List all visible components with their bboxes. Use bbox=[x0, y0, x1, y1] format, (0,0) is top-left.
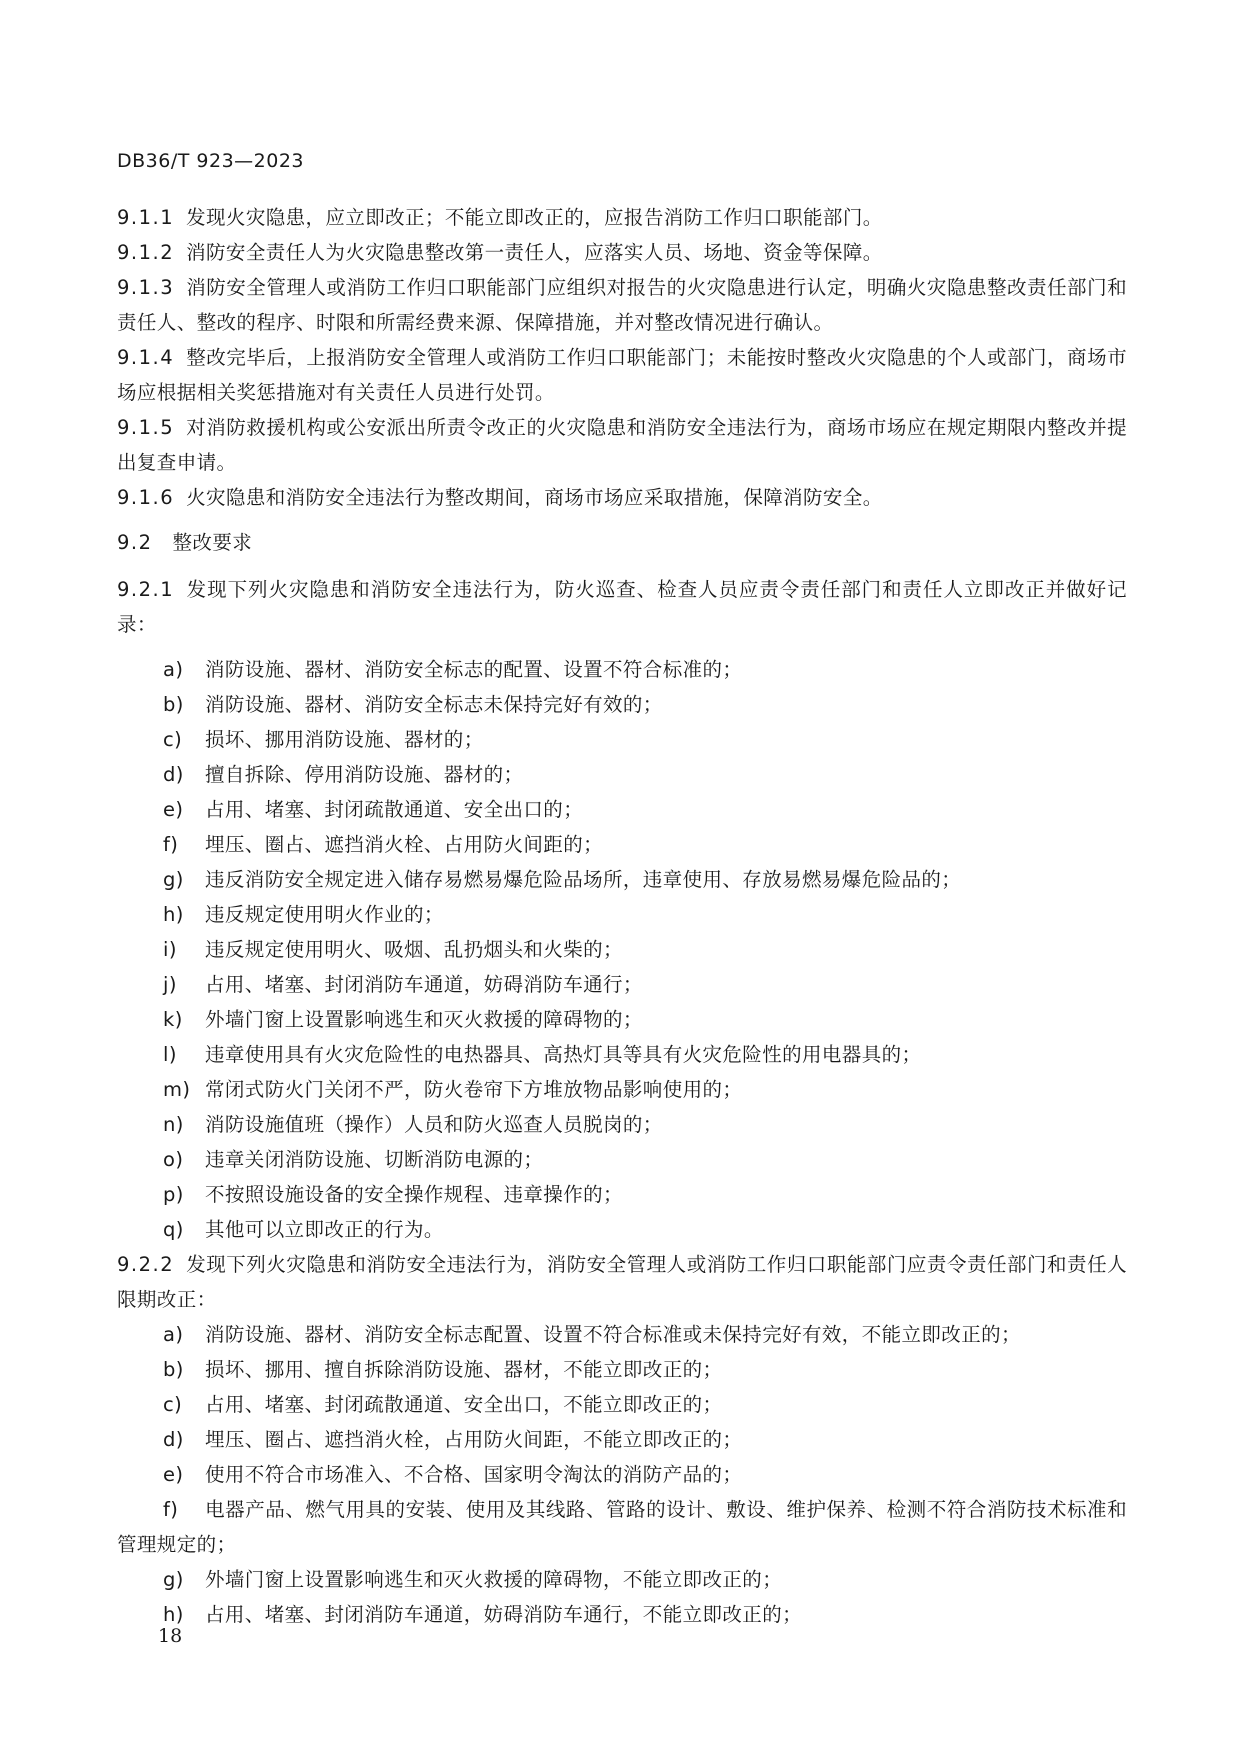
list-item bbox=[117, 932, 1127, 967]
item-text: 消防设施值班（操作）人员和防火巡查人员脱岗的； bbox=[205, 1113, 663, 1136]
list-item bbox=[117, 722, 1127, 757]
item-text: 电器产品、燃气用具的安装、使用及其线路、管路的设计、敷设、维护保养、检测不符合消防技术标准和管理规定的； bbox=[117, 1498, 1127, 1556]
item-label: k) bbox=[163, 1008, 183, 1031]
item-text: 使用不符合市场准入、不合格、国家明令淘汰的消防产品的； bbox=[205, 1463, 743, 1486]
list-item bbox=[117, 1352, 1127, 1387]
clause-number: 9.2.1 bbox=[117, 578, 175, 601]
list-item bbox=[117, 652, 1127, 687]
list-item bbox=[117, 1177, 1127, 1212]
item-text: 损坏、挪用、擅自拆除消防设施、器材，不能立即改正的； bbox=[205, 1358, 723, 1381]
item-label: o) bbox=[163, 1148, 184, 1171]
item-label: d) bbox=[163, 1428, 184, 1451]
list-item bbox=[117, 1002, 1127, 1037]
item-text: 消防设施、器材、消防安全标志配置、设置不符合标准或未保持完好有效，不能立即改正的； bbox=[205, 1323, 1021, 1346]
list-item bbox=[117, 1387, 1127, 1422]
item-label: g) bbox=[163, 868, 184, 891]
list-item bbox=[117, 1457, 1127, 1492]
list-9-2-1 bbox=[117, 652, 1127, 1247]
item-label: i) bbox=[163, 938, 177, 961]
list-item bbox=[117, 897, 1127, 932]
item-text: 占用、堵塞、封闭消防车通道，妨碍消防车通行，不能立即改正的； bbox=[205, 1603, 803, 1626]
page-number: 18 bbox=[158, 1625, 183, 1647]
item-label: f) bbox=[163, 833, 179, 856]
clause-9-1-2 bbox=[117, 235, 1127, 270]
item-text: 不按照设施设备的安全操作规程、违章操作的； bbox=[205, 1183, 623, 1206]
section-heading-9-2 bbox=[117, 525, 1127, 560]
item-label: b) bbox=[163, 1358, 184, 1381]
item-label: e) bbox=[163, 1463, 184, 1486]
section-title: 整改要求 bbox=[172, 531, 253, 554]
list-item bbox=[117, 792, 1127, 827]
list-9-2-2 bbox=[117, 1317, 1127, 1632]
spacer bbox=[117, 642, 1127, 652]
item-label: h) bbox=[163, 1603, 184, 1626]
list-item bbox=[117, 1317, 1127, 1352]
item-label: a) bbox=[163, 658, 184, 681]
clause-text: 发现下列火灾隐患和消防安全违法行为，消防安全管理人或消防工作归口职能部门应责令责任部门和责任人限期改正： bbox=[117, 1253, 1127, 1311]
item-label: c) bbox=[163, 1393, 183, 1416]
clause-text: 整改完毕后，上报消防安全管理人或消防工作归口职能部门；未能按时整改火灾隐患的个人或部门，商场市场应根据相关奖惩措施对有关责任人员进行处罚。 bbox=[117, 346, 1127, 404]
clause-number: 9.1.5 bbox=[117, 416, 175, 439]
item-label: c) bbox=[163, 728, 183, 751]
item-text: 损坏、挪用消防设施、器材的； bbox=[205, 728, 484, 751]
item-label: d) bbox=[163, 763, 184, 786]
item-label: m) bbox=[163, 1078, 191, 1101]
list-item bbox=[117, 827, 1127, 862]
item-text: 擅自拆除、停用消防设施、器材的； bbox=[205, 763, 524, 786]
clause-text: 消防安全管理人或消防工作归口职能部门应组织对报告的火灾隐患进行认定，明确火灾隐患整改责任部门和责任人、整改的程序、时限和所需经费来源、保障措施，并对整改情况进行确认。 bbox=[117, 276, 1127, 334]
item-text: 占用、堵塞、封闭疏散通道、安全出口，不能立即改正的； bbox=[205, 1393, 723, 1416]
list-item bbox=[117, 967, 1127, 1002]
item-text: 违反规定使用明火、吸烟、乱扔烟头和火柴的； bbox=[205, 938, 623, 961]
item-label: b) bbox=[163, 693, 184, 716]
list-item bbox=[117, 687, 1127, 722]
item-label: l) bbox=[163, 1043, 177, 1066]
list-item bbox=[117, 1107, 1127, 1142]
list-item bbox=[117, 1072, 1127, 1107]
list-item bbox=[117, 1492, 1127, 1562]
clause-9-1-3 bbox=[117, 270, 1127, 340]
list-item bbox=[117, 1212, 1127, 1247]
list-item bbox=[117, 1037, 1127, 1072]
clause-number: 9.1.4 bbox=[117, 346, 175, 369]
item-text: 外墙门窗上设置影响逃生和灭火救援的障碍物，不能立即改正的； bbox=[205, 1568, 783, 1591]
clause-text: 发现下列火灾隐患和消防安全违法行为，防火巡查、检查人员应责令责任部门和责任人立即改正并做好记录： bbox=[117, 578, 1127, 636]
item-text: 埋压、圈占、遮挡消火栓、占用防火间距的； bbox=[205, 833, 604, 856]
item-text: 违章使用具有火灾危险性的电热器具、高热灯具等具有火灾危险性的用电器具的； bbox=[205, 1043, 922, 1066]
clause-9-1-6 bbox=[117, 480, 1127, 515]
clause-9-1-5 bbox=[117, 410, 1127, 480]
item-label: g) bbox=[163, 1568, 184, 1591]
list-item bbox=[117, 1597, 1127, 1632]
clause-text: 消防安全责任人为火灾隐患整改第一责任人，应落实人员、场地、资金等保障。 bbox=[186, 241, 883, 264]
clause-number: 9.1.3 bbox=[117, 276, 175, 299]
clause-number: 9.1.1 bbox=[117, 206, 175, 229]
clause-text: 火灾隐患和消防安全违法行为整改期间，商场市场应采取措施，保障消防安全。 bbox=[186, 486, 883, 509]
item-label: p) bbox=[163, 1183, 184, 1206]
item-label: h) bbox=[163, 903, 184, 926]
list-item bbox=[117, 1142, 1127, 1177]
item-label: e) bbox=[163, 798, 184, 821]
item-text: 占用、堵塞、封闭疏散通道、安全出口的； bbox=[205, 798, 584, 821]
clause-9-2-1 bbox=[117, 572, 1127, 642]
clause-number: 9.1.2 bbox=[117, 241, 175, 264]
item-text: 消防设施、器材、消防安全标志未保持完好有效的； bbox=[205, 693, 663, 716]
item-text: 违反规定使用明火作业的； bbox=[205, 903, 444, 926]
item-label: q) bbox=[163, 1218, 184, 1241]
item-label: n) bbox=[163, 1113, 184, 1136]
list-item bbox=[117, 757, 1127, 792]
item-label: j) bbox=[163, 973, 177, 996]
item-text: 常闭式防火门关闭不严，防火卷帘下方堆放物品影响使用的； bbox=[205, 1078, 743, 1101]
document-code: DB36/T 923—2023 bbox=[117, 150, 305, 172]
clause-number: 9.1.6 bbox=[117, 486, 175, 509]
clause-9-1-1 bbox=[117, 200, 1127, 235]
clause-number: 9.2.2 bbox=[117, 1253, 175, 1276]
list-item bbox=[117, 1562, 1127, 1597]
item-text: 其他可以立即改正的行为。 bbox=[205, 1218, 444, 1241]
item-label: f) bbox=[163, 1498, 179, 1521]
item-text: 消防设施、器材、消防安全标志的配置、设置不符合标准的； bbox=[205, 658, 743, 681]
item-text: 埋压、圈占、遮挡消火栓，占用防火间距，不能立即改正的； bbox=[205, 1428, 743, 1451]
clause-text: 对消防救援机构或公安派出所责令改正的火灾隐患和消防安全违法行为，商场市场应在规定期限内整改并提出复查申请。 bbox=[117, 416, 1127, 474]
item-text: 违反消防安全规定进入储存易燃易爆危险品场所，违章使用、存放易燃易爆危险品的； bbox=[205, 868, 962, 891]
item-text: 违章关闭消防设施、切断消防电源的； bbox=[205, 1148, 544, 1171]
clause-9-2-2 bbox=[117, 1247, 1127, 1317]
list-item bbox=[117, 862, 1127, 897]
page-content bbox=[117, 200, 1127, 1632]
list-item bbox=[117, 1422, 1127, 1457]
clause-9-1-4 bbox=[117, 340, 1127, 410]
section-number: 9.2 bbox=[117, 531, 153, 554]
item-text: 占用、堵塞、封闭消防车通道，妨碍消防车通行； bbox=[205, 973, 643, 996]
item-text: 外墙门窗上设置影响逃生和灭火救援的障碍物的； bbox=[205, 1008, 643, 1031]
item-label: a) bbox=[163, 1323, 184, 1346]
clause-text: 发现火灾隐患，应立即改正；不能立即改正的，应报告消防工作归口职能部门。 bbox=[186, 206, 883, 229]
